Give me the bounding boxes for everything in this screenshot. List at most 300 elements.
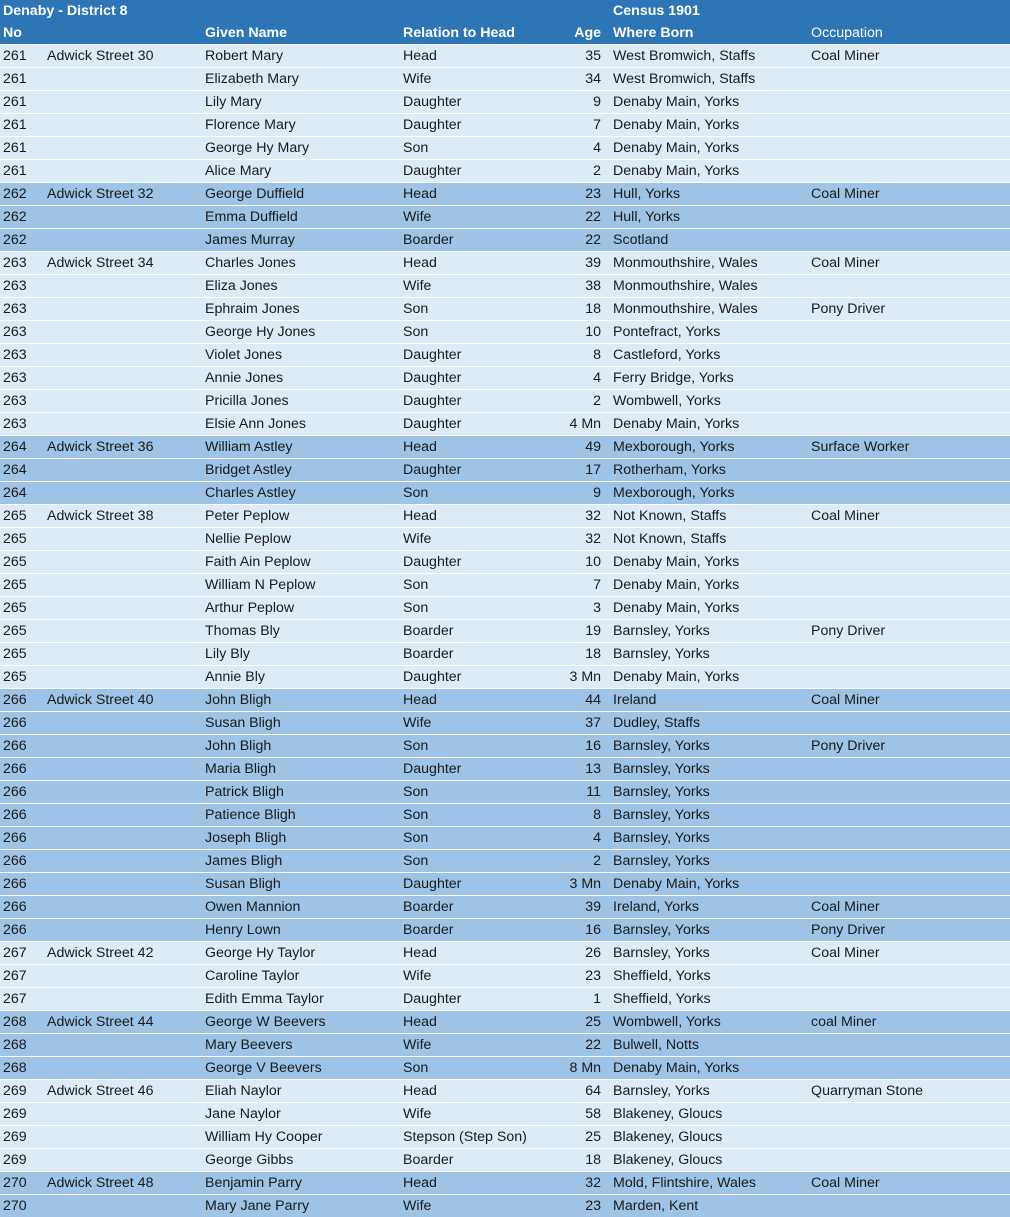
cell-address [44,114,202,137]
cell-given-name: Susan Bligh [202,873,400,896]
cell-no: 269 [0,1126,44,1149]
cell-relation: Son [400,597,560,620]
cell-age: 18 [560,1149,610,1172]
cell-age: 23 [560,183,610,206]
cell-no: 268 [0,1011,44,1034]
cell-no: 267 [0,965,44,988]
cell-age: 13 [560,758,610,781]
cell-age: 58 [560,1103,610,1126]
cell-age: 17 [560,459,610,482]
cell-occupation [808,229,1010,252]
cell-relation: Daughter [400,873,560,896]
cell-where-born: West Bromwich, Staffs [610,68,808,91]
district-title: Denaby - District 8 [0,0,400,22]
cell-occupation [808,1057,1010,1080]
cell-relation: Daughter [400,413,560,436]
cell-age: 16 [560,735,610,758]
cell-given-name: Arthur Peplow [202,597,400,620]
cell-no: 264 [0,436,44,459]
cell-occupation: Coal Miner [808,183,1010,206]
cell-no: 263 [0,275,44,298]
cell-given-name: Joseph Bligh [202,827,400,850]
table-row [0,482,1010,505]
cell-occupation [808,367,1010,390]
cell-address [44,91,202,114]
table-row [0,1057,1010,1080]
header-occupation: Occupation [808,22,1010,45]
cell-given-name: John Bligh [202,735,400,758]
cell-where-born: Denaby Main, Yorks [610,597,808,620]
table-row [0,160,1010,183]
cell-address [44,827,202,850]
cell-relation: Head [400,436,560,459]
cell-occupation [808,988,1010,1011]
table-row [0,528,1010,551]
cell-address [44,1057,202,1080]
table-row [0,643,1010,666]
table-row [0,689,1010,712]
cell-occupation: Pony Driver [808,735,1010,758]
cell-age: 8 Mn [560,1057,610,1080]
cell-address [44,298,202,321]
cell-relation: Wife [400,1034,560,1057]
cell-no: 264 [0,459,44,482]
cell-given-name: William Astley [202,436,400,459]
cell-given-name: Peter Peplow [202,505,400,528]
cell-given-name: Elsie Ann Jones [202,413,400,436]
title-spacer-relation [400,0,560,22]
cell-age: 3 [560,597,610,620]
cell-where-born: Barnsley, Yorks [610,620,808,643]
cell-age: 34 [560,68,610,91]
cell-occupation [808,758,1010,781]
table-row [0,344,1010,367]
cell-age: 10 [560,551,610,574]
cell-where-born: Blakeney, Gloucs [610,1126,808,1149]
header-no: No [0,22,44,45]
cell-where-born: Blakeney, Gloucs [610,1103,808,1126]
cell-relation: Wife [400,206,560,229]
table-row [0,1034,1010,1057]
cell-occupation [808,160,1010,183]
cell-age: 3 Mn [560,666,610,689]
cell-relation: Wife [400,68,560,91]
cell-where-born: Denaby Main, Yorks [610,160,808,183]
table-row [0,712,1010,735]
cell-where-born: Barnsley, Yorks [610,758,808,781]
cell-age: 10 [560,321,610,344]
cell-no: 261 [0,68,44,91]
cell-given-name: Eliah Naylor [202,1080,400,1103]
cell-relation: Wife [400,528,560,551]
cell-where-born: Mold, Flintshire, Wales [610,1172,808,1195]
cell-address [44,1126,202,1149]
cell-age: 9 [560,91,610,114]
cell-no: 262 [0,183,44,206]
table-row [0,896,1010,919]
cell-address [44,574,202,597]
cell-occupation [808,666,1010,689]
cell-given-name: William Hy Cooper [202,1126,400,1149]
cell-no: 266 [0,758,44,781]
cell-address [44,965,202,988]
header-age: Age [560,22,610,45]
cell-occupation: Coal Miner [808,45,1010,68]
cell-given-name: George V Beevers [202,1057,400,1080]
cell-given-name: Annie Bly [202,666,400,689]
cell-where-born: Monmouthshire, Wales [610,275,808,298]
cell-where-born: Barnsley, Yorks [610,942,808,965]
cell-address [44,229,202,252]
cell-occupation [808,712,1010,735]
cell-address [44,873,202,896]
cell-occupation [808,597,1010,620]
census-rows [0,45,1010,1217]
cell-occupation: Coal Miner [808,505,1010,528]
cell-given-name: George W Beevers [202,1011,400,1034]
cell-occupation [808,137,1010,160]
cell-address: Adwick Street 46 [44,1080,202,1103]
cell-relation: Daughter [400,367,560,390]
cell-relation: Boarder [400,919,560,942]
cell-where-born: Barnsley, Yorks [610,735,808,758]
cell-where-born: Mexborough, Yorks [610,482,808,505]
cell-relation: Son [400,804,560,827]
cell-address [44,528,202,551]
cell-relation: Boarder [400,620,560,643]
cell-age: 39 [560,896,610,919]
cell-where-born: Hull, Yorks [610,206,808,229]
cell-no: 265 [0,528,44,551]
cell-where-born: Monmouthshire, Wales [610,252,808,275]
cell-where-born: Scotland [610,229,808,252]
cell-no: 261 [0,114,44,137]
cell-given-name: Annie Jones [202,367,400,390]
cell-given-name: Charles Astley [202,482,400,505]
cell-age: 9 [560,482,610,505]
table-row [0,114,1010,137]
cell-no: 266 [0,689,44,712]
cell-occupation: Coal Miner [808,252,1010,275]
cell-no: 268 [0,1034,44,1057]
cell-no: 270 [0,1195,44,1217]
cell-occupation [808,574,1010,597]
cell-occupation [808,873,1010,896]
cell-given-name: Faith Ain Peplow [202,551,400,574]
cell-address [44,482,202,505]
cell-occupation [808,68,1010,91]
cell-address [44,850,202,873]
cell-no: 266 [0,735,44,758]
table-row [0,965,1010,988]
table-row [0,91,1010,114]
cell-given-name: Nellie Peplow [202,528,400,551]
table-row [0,942,1010,965]
cell-address [44,988,202,1011]
cell-given-name: Pricilla Jones [202,390,400,413]
cell-occupation [808,827,1010,850]
table-row [0,1126,1010,1149]
cell-occupation [808,804,1010,827]
cell-occupation [808,344,1010,367]
cell-where-born: Denaby Main, Yorks [610,666,808,689]
cell-no: 263 [0,252,44,275]
table-row [0,1149,1010,1172]
cell-given-name: Elizabeth Mary [202,68,400,91]
cell-relation: Son [400,850,560,873]
cell-age: 64 [560,1080,610,1103]
table-row [0,827,1010,850]
cell-relation: Wife [400,1195,560,1217]
cell-where-born: Not Known, Staffs [610,528,808,551]
cell-given-name: Henry Lown [202,919,400,942]
cell-occupation [808,1034,1010,1057]
cell-where-born: Monmouthshire, Wales [610,298,808,321]
cell-relation: Son [400,482,560,505]
cell-address [44,666,202,689]
cell-age: 32 [560,528,610,551]
cell-no: 267 [0,942,44,965]
cell-where-born: Marden, Kent [610,1195,808,1217]
cell-age: 8 [560,344,610,367]
table-row [0,252,1010,275]
table-row [0,229,1010,252]
cell-no: 261 [0,160,44,183]
cell-given-name: John Bligh [202,689,400,712]
cell-address [44,321,202,344]
cell-given-name: Maria Bligh [202,758,400,781]
cell-relation: Head [400,1172,560,1195]
cell-relation: Daughter [400,344,560,367]
cell-age: 4 [560,137,610,160]
cell-address [44,919,202,942]
cell-occupation [808,114,1010,137]
table-row [0,988,1010,1011]
cell-where-born: Dudley, Staffs [610,712,808,735]
header-relation: Relation to Head [400,22,560,45]
cell-age: 2 [560,160,610,183]
cell-age: 25 [560,1126,610,1149]
table-row [0,367,1010,390]
cell-age: 4 [560,827,610,850]
cell-address [44,344,202,367]
cell-where-born: Barnsley, Yorks [610,1080,808,1103]
cell-where-born: Barnsley, Yorks [610,781,808,804]
cell-address [44,367,202,390]
cell-no: 265 [0,620,44,643]
cell-address [44,68,202,91]
table-row [0,1080,1010,1103]
cell-where-born: Ireland, Yorks [610,896,808,919]
cell-no: 266 [0,896,44,919]
table-row [0,666,1010,689]
cell-no: 265 [0,643,44,666]
cell-address: Adwick Street 32 [44,183,202,206]
cell-relation: Son [400,298,560,321]
cell-where-born: Hull, Yorks [610,183,808,206]
cell-occupation: Surface Worker [808,436,1010,459]
cell-where-born: Barnsley, Yorks [610,850,808,873]
cell-no: 261 [0,137,44,160]
cell-where-born: Denaby Main, Yorks [610,114,808,137]
cell-address [44,1034,202,1057]
cell-where-born: Wombwell, Yorks [610,1011,808,1034]
cell-relation: Son [400,137,560,160]
cell-where-born: Sheffield, Yorks [610,988,808,1011]
cell-age: 26 [560,942,610,965]
cell-address [44,1103,202,1126]
table-row [0,919,1010,942]
cell-occupation [808,965,1010,988]
cell-no: 265 [0,551,44,574]
cell-no: 262 [0,206,44,229]
cell-given-name: Jane Naylor [202,1103,400,1126]
census-title: Census 1901 [610,0,808,22]
table-row [0,390,1010,413]
cell-address: Adwick Street 36 [44,436,202,459]
cell-age: 25 [560,1011,610,1034]
cell-where-born: Barnsley, Yorks [610,827,808,850]
table-row [0,436,1010,459]
cell-where-born: Sheffield, Yorks [610,965,808,988]
cell-age: 2 [560,390,610,413]
cell-given-name: Susan Bligh [202,712,400,735]
cell-relation: Boarder [400,1149,560,1172]
table-row [0,735,1010,758]
cell-where-born: Denaby Main, Yorks [610,1057,808,1080]
cell-occupation: Pony Driver [808,298,1010,321]
cell-relation: Head [400,689,560,712]
cell-occupation [808,1195,1010,1217]
table-row [0,68,1010,91]
cell-given-name: Mary Beevers [202,1034,400,1057]
cell-address [44,390,202,413]
cell-address [44,1195,202,1217]
cell-address [44,275,202,298]
cell-where-born: Blakeney, Gloucs [610,1149,808,1172]
cell-no: 265 [0,505,44,528]
cell-where-born: Barnsley, Yorks [610,643,808,666]
cell-given-name: Bridget Astley [202,459,400,482]
cell-relation: Head [400,252,560,275]
cell-occupation [808,482,1010,505]
cell-no: 270 [0,1172,44,1195]
cell-address [44,620,202,643]
cell-given-name: Alice Mary [202,160,400,183]
cell-occupation [808,1149,1010,1172]
cell-age: 22 [560,206,610,229]
cell-relation: Daughter [400,459,560,482]
cell-given-name: Patrick Bligh [202,781,400,804]
cell-where-born: Denaby Main, Yorks [610,574,808,597]
table-row [0,183,1010,206]
cell-address [44,551,202,574]
cell-relation: Daughter [400,390,560,413]
cell-occupation [808,91,1010,114]
cell-address [44,206,202,229]
table-row [0,298,1010,321]
cell-relation: Daughter [400,988,560,1011]
table-row [0,1103,1010,1126]
cell-address [44,137,202,160]
cell-where-born: Denaby Main, Yorks [610,873,808,896]
cell-address: Adwick Street 40 [44,689,202,712]
cell-age: 39 [560,252,610,275]
cell-age: 16 [560,919,610,942]
cell-occupation [808,1126,1010,1149]
cell-occupation: coal Miner [808,1011,1010,1034]
cell-given-name: Robert Mary [202,45,400,68]
table-row [0,459,1010,482]
cell-address [44,712,202,735]
cell-occupation: Pony Driver [808,919,1010,942]
cell-given-name: Caroline Taylor [202,965,400,988]
cell-no: 269 [0,1149,44,1172]
table-row [0,137,1010,160]
cell-relation: Boarder [400,896,560,919]
cell-age: 4 [560,367,610,390]
cell-address: Adwick Street 42 [44,942,202,965]
cell-relation: Daughter [400,666,560,689]
cell-occupation: Coal Miner [808,689,1010,712]
cell-no: 265 [0,597,44,620]
cell-no: 263 [0,413,44,436]
cell-given-name: Thomas Bly [202,620,400,643]
cell-age: 32 [560,1172,610,1195]
cell-occupation [808,1103,1010,1126]
cell-relation: Daughter [400,91,560,114]
cell-occupation [808,321,1010,344]
cell-given-name: James Bligh [202,850,400,873]
table-row [0,413,1010,436]
cell-address [44,896,202,919]
cell-address: Adwick Street 34 [44,252,202,275]
cell-age: 7 [560,574,610,597]
table-row [0,505,1010,528]
cell-given-name: Edith Emma Taylor [202,988,400,1011]
cell-address [44,643,202,666]
cell-given-name: Florence Mary [202,114,400,137]
cell-age: 19 [560,620,610,643]
cell-occupation [808,413,1010,436]
cell-age: 7 [560,114,610,137]
table-row [0,597,1010,620]
cell-age: 35 [560,45,610,68]
table-row [0,758,1010,781]
cell-no: 265 [0,666,44,689]
cell-occupation [808,643,1010,666]
cell-address [44,459,202,482]
cell-age: 1 [560,988,610,1011]
cell-where-born: Denaby Main, Yorks [610,137,808,160]
cell-occupation: Pony Driver [808,620,1010,643]
cell-no: 269 [0,1080,44,1103]
cell-relation: Boarder [400,229,560,252]
cell-address [44,413,202,436]
cell-address [44,597,202,620]
header-where-born: Where Born [610,22,808,45]
cell-relation: Head [400,1080,560,1103]
cell-given-name: Charles Jones [202,252,400,275]
cell-where-born: West Bromwich, Staffs [610,45,808,68]
cell-no: 266 [0,827,44,850]
cell-address [44,758,202,781]
cell-no: 262 [0,229,44,252]
table-row [0,1011,1010,1034]
cell-relation: Daughter [400,114,560,137]
cell-relation: Son [400,574,560,597]
cell-relation: Head [400,942,560,965]
